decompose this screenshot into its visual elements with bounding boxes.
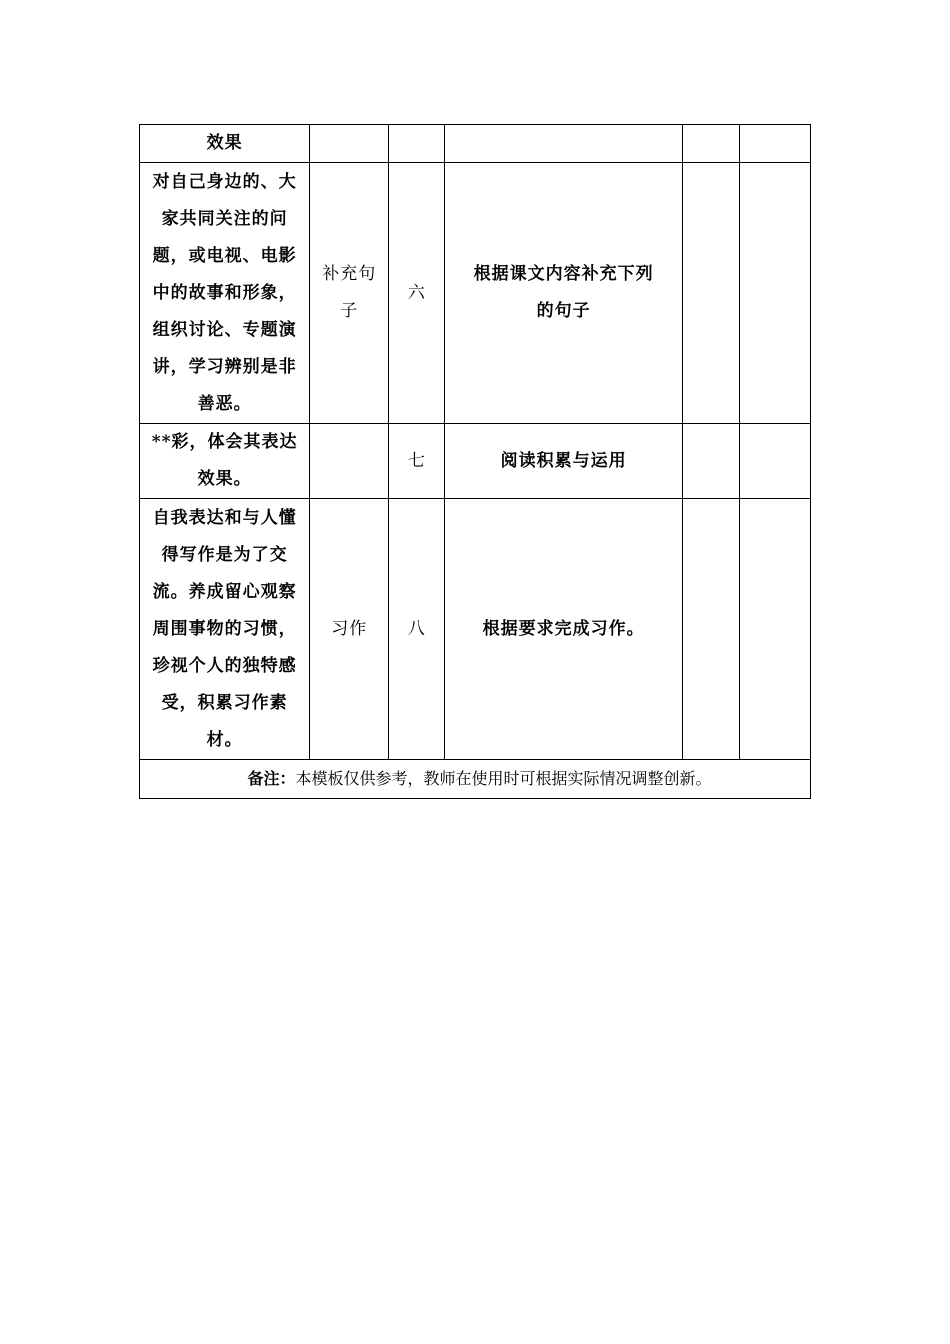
- table-cell: 六: [389, 163, 445, 424]
- table-cell: 补充句子: [310, 163, 389, 424]
- table-cell: [739, 163, 810, 424]
- table-cell: [739, 125, 810, 163]
- table-cell: [682, 163, 739, 424]
- table-row: [140, 499, 811, 760]
- table-cell: 八: [389, 499, 445, 760]
- table-cell: 对自己身边的、大家共同关注的问题，或电视、电影中的故事和形象，组织讨论、专题演讲，学习辨别是非善恶。: [140, 163, 310, 424]
- table-cell: [682, 125, 739, 163]
- table-cell: [445, 125, 682, 163]
- note-label: 备注：: [247, 769, 296, 788]
- table-cell: 效果: [140, 125, 310, 163]
- table-cell: 根据课文内容补充下列的句子: [445, 163, 682, 424]
- table-row: [140, 163, 811, 424]
- table-cell: [739, 424, 810, 499]
- table-cell: 根据要求完成习作。: [445, 499, 682, 760]
- table-cell: 七: [389, 424, 445, 499]
- note-row: [140, 760, 811, 799]
- table-cell: 阅读积累与运用: [445, 424, 682, 499]
- table-cell: **彩，体会其表达效果。: [140, 424, 310, 499]
- note-text: 本模板仅供参考，教师在使用时可根据实际情况调整创新。: [295, 769, 712, 788]
- table-cell: 自我表达和与人懂得写作是为了交流。养成留心观察周围事物的习惯，珍视个人的独特感受，积累习作素材。: [140, 499, 310, 760]
- table-cell: [389, 125, 445, 163]
- plan-table: [139, 124, 811, 799]
- table-cell: [310, 125, 389, 163]
- table-cell: [310, 424, 389, 499]
- table-cell: [739, 499, 810, 760]
- note-cell: [140, 760, 811, 799]
- table-cell: 习作: [310, 499, 389, 760]
- table-cell: [682, 424, 739, 499]
- table-row: [140, 424, 811, 499]
- table-row: [140, 125, 811, 163]
- table-cell: [682, 499, 739, 760]
